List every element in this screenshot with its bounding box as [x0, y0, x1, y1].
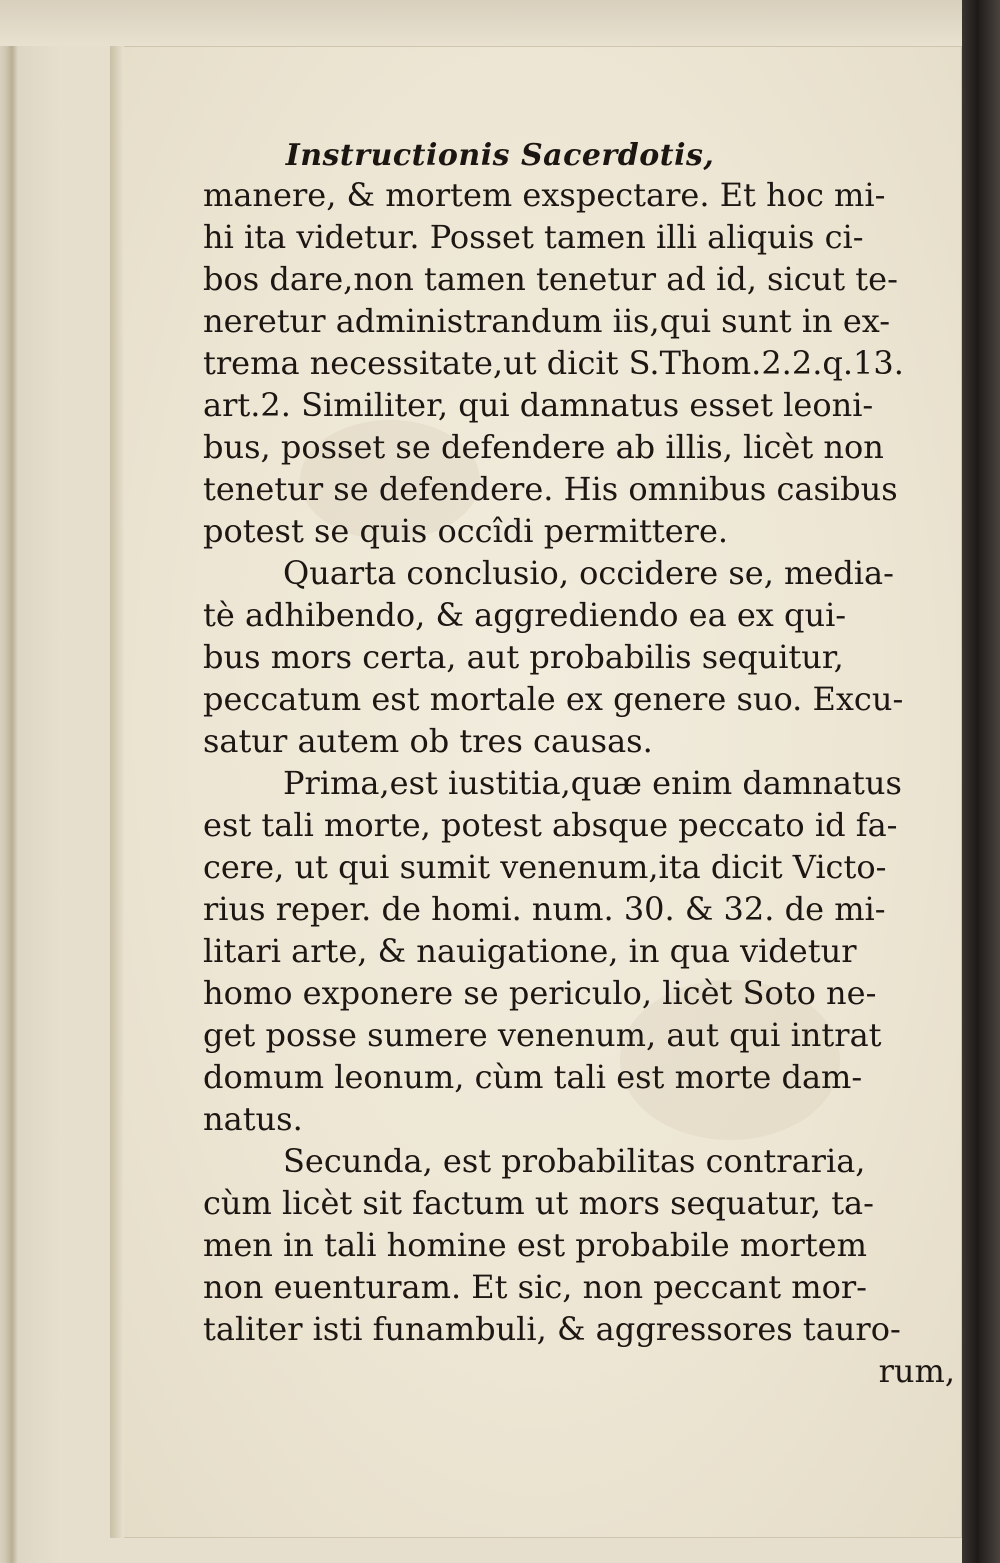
text-line: cùm licèt sit factum ut mors sequatur, ta-	[203, 1184, 874, 1222]
catchword: rum,	[878, 1352, 955, 1390]
text-line: bus mors certa, aut probabilis sequitur,	[203, 638, 844, 676]
text-line: taliter isti funambuli, & aggressores tauro-	[203, 1310, 901, 1348]
book-spine	[962, 0, 1000, 1563]
text-line: tè adhibendo, & aggrediendo ea ex qui-	[203, 596, 847, 634]
text-line: cere, ut qui sumit venenum,ita dicit Victo-	[203, 848, 887, 886]
text-line: peccatum est mortale ex genere suo. Excu-	[203, 680, 904, 718]
text-line: homo exponere se periculo, licèt Soto ne-	[203, 974, 877, 1012]
text-line: domum leonum, cùm tali est morte dam-	[203, 1058, 863, 1096]
running-head: Instructionis Sacerdotis,	[285, 138, 715, 173]
page-edge-shadow	[110, 46, 124, 1538]
text-line: bus, posset se defendere ab illis, licèt non	[203, 428, 884, 466]
text-line: satur autem ob tres causas.	[203, 722, 653, 760]
text-line: art.2. Similiter, qui damnatus esset leoni-	[203, 386, 874, 424]
text-line: natus.	[203, 1100, 303, 1138]
text-line: Quarta conclusio, occidere se, media-	[283, 554, 894, 592]
body-text	[203, 174, 955, 1392]
text-line: est tali morte, potest absque peccato id fa-	[203, 806, 898, 844]
text-line: hi ita videtur. Posset tamen illi aliquis ci-	[203, 218, 864, 256]
text-line: get posse sumere venenum, aut qui intrat	[203, 1016, 882, 1054]
text-line: potest se quis occîdi permittere.	[203, 512, 729, 550]
text-line: rius reper. de homi. num. 30. & 32. de mi-	[203, 890, 886, 928]
text-line: bos dare,non tamen tenetur ad id, sicut te-	[203, 260, 898, 298]
text-line: manere, & mortem exspectare. Et hoc mi-	[203, 176, 886, 214]
text-line: neretur administrandum iis,qui sunt in ex-	[203, 302, 891, 340]
text-line: non euenturam. Et sic, non peccant mor-	[203, 1268, 867, 1306]
text-line: tenetur se defendere. His omnibus casibus	[203, 470, 898, 508]
text-line: litari arte, & nauigatione, in qua videtur	[203, 932, 857, 970]
text-line: trema necessitate,ut dicit S.Thom.2.2.q.13.	[203, 344, 904, 382]
text-line: Prima,est iustitia,quæ enim damnatus	[283, 764, 902, 802]
text-line: men in tali homine est probabile mortem	[203, 1226, 867, 1264]
text-line: Secunda, est probabilitas contraria,	[283, 1142, 866, 1180]
scan-background-top	[0, 0, 1000, 46]
